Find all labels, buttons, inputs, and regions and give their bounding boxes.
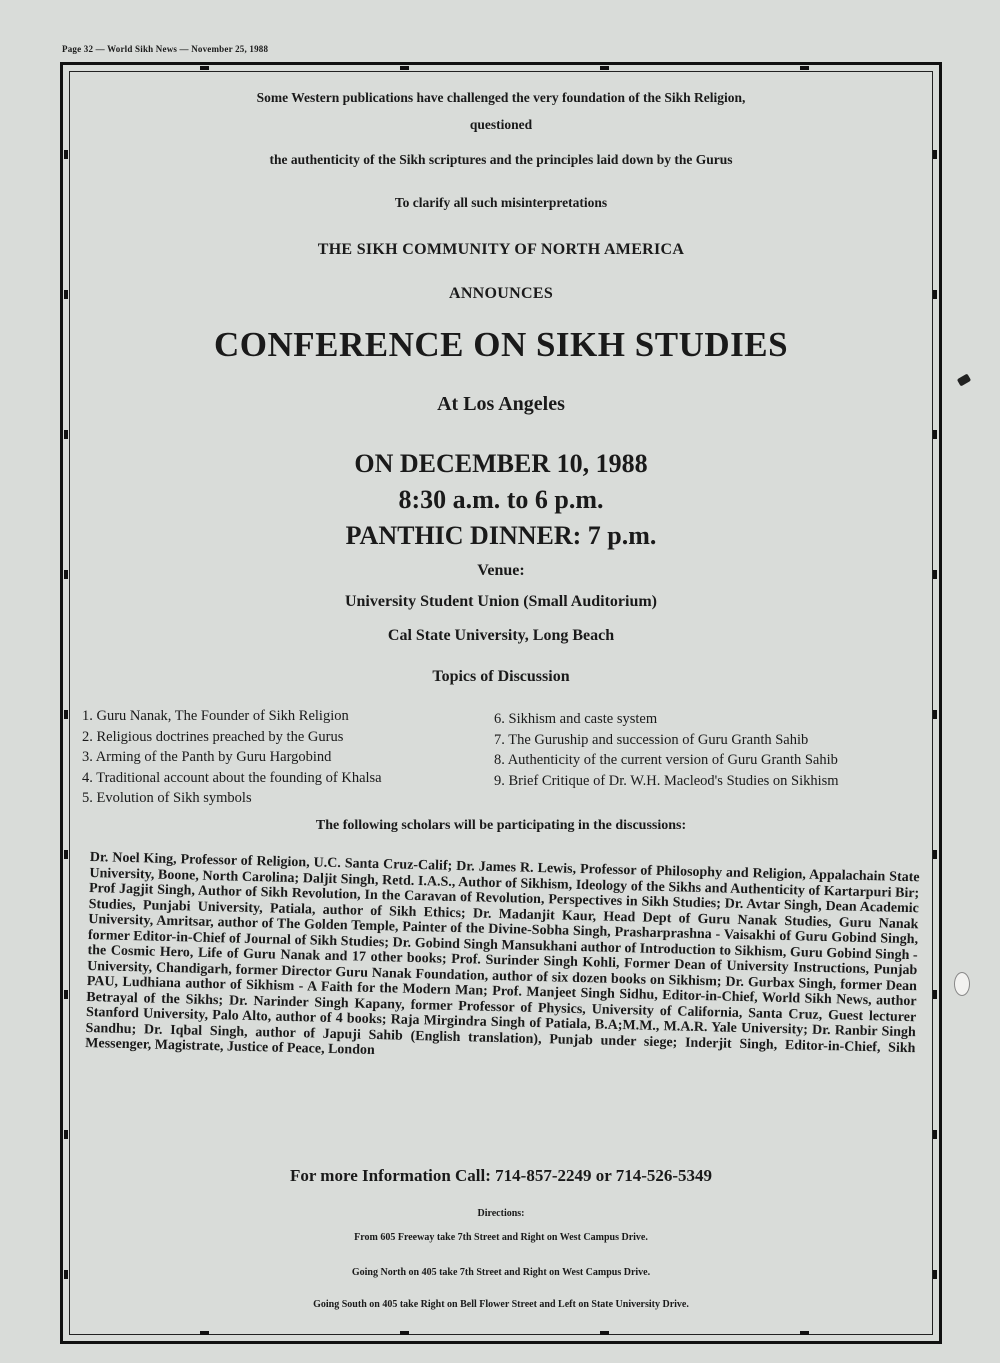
directions-line-2: Going North on 405 take 7th Street and Right on West Campus Drive. xyxy=(351,1267,651,1278)
directions-heading: Directions: xyxy=(477,1208,525,1219)
topic-item: 4. Traditional account about the founding of Khalsa xyxy=(82,769,382,786)
venue-line-1: University Student Union (Small Auditorium) xyxy=(344,593,658,610)
venue-line-2: Cal State University, Long Beach xyxy=(387,627,615,644)
topic-item: 8. Authenticity of the current version of Guru Granth Sahib xyxy=(494,752,838,768)
topics-heading: Topics of Discussion xyxy=(432,668,570,685)
topic-item: 3. Arming of the Panth by Guru Hargobind xyxy=(82,749,332,765)
paper-edge-mark xyxy=(957,374,971,387)
time-line: 8:30 a.m. to 6 p.m. xyxy=(398,485,604,514)
topic-item: 9. Brief Critique of Dr. W.H. Macleod's Studies on Sikhism xyxy=(494,772,839,789)
topic-item: 1. Guru Nanak, The Founder of Sikh Religion xyxy=(82,708,349,724)
organization-name: THE SIKH COMMUNITY OF NORTH AMERICA xyxy=(317,241,685,258)
directions-line-3: Going South on 405 take Right on Bell Flower Street and Left on State University Drive. xyxy=(313,1299,689,1310)
conference-title: CONFERENCE ON SIKH STUDIES xyxy=(213,325,789,364)
binder-hole xyxy=(954,972,970,996)
page-header: Page 32 — World Sikh News — November 25, 1988 xyxy=(62,44,269,54)
intro-line-4: To clarify all such misinterpretations xyxy=(394,195,608,210)
intro-line-3: the authenticity of the Sikh scriptures and the principles laid down by the Gurus xyxy=(269,152,733,167)
scholars-heading: The following scholars will be participating in the discussions: xyxy=(315,818,687,833)
intro-line-2: questioned xyxy=(469,117,533,132)
dinner-line: PANTHIC DINNER: 7 p.m. xyxy=(345,521,657,550)
venue-label: Venue: xyxy=(477,562,525,579)
topic-item: 5. Evolution of Sikh symbols xyxy=(82,790,252,806)
topics-right-list xyxy=(494,709,839,791)
contact-phone-line: For more Information Call: 714-857-2249 or 714-526-5349 xyxy=(289,1166,713,1185)
location-line: At Los Angeles xyxy=(437,393,565,415)
topics-left-list xyxy=(82,706,382,809)
topic-item: 7. The Guruship and succession of Guru Granth Sahib xyxy=(494,731,809,748)
directions-line-1: From 605 Freeway take 7th Street and Right on West Campus Drive. xyxy=(354,1232,648,1243)
announces-label: ANNOUNCES xyxy=(448,285,554,302)
scholars-list: Dr. Noel King, Professor of Religion, U.C. Santa Cruz-Calif; Dr. James R. Lewis, Professor of Philosophy and Religion, Appalachain State University, Boone, North Carolina; Daljit Singh, Retd. I.A.S., Author of Sikhism, Ideology of the Sikhs and Authenticity of Kartarpuri Bir; Prof Jagjit Singh, Author of Sikh Revolution, In the Caravan of Revolution, Perspectives in Sikh Studies; Dr. Avtar Singh, Dean Academic Studies, Punjabi University, Patiala, author of Sikh Ethics; Dr. Madanjit Kaur, Head Dept of Guru Nanak Studies, Guru Nanak University, Amritsar, author of The Golden Temple, Painter of the Divine-Sobha Singh, Prasharprashna - Vaisakhi of Guru Gobind Singh, former Editor-in-Chief of Journal of Sikh Studies; Dr. Gobind Singh Mansukhani author of Introduction to Sikhism, Guru Gobind Singh - the Cosmic Hero, Life of Guru Nanak and 17 other books; Prof. Surinder Singh Kohli, Former Dean of University Instructions, Punjab University, Chandigarh, former Director Guru Nanak Foundation, author of six dozen books on Sikhism; Dr. Gurbax Singh, former Dean PAU, Ludhiana author of Sikhism - A Faith for the Modern Man; Prof. Manjeet Singh Sidhu, Editor-in-Chief, World Sikh News, author Betrayal of the Sikhs; Dr. Narinder Singh Kapany, former Professor of Physics, University of California, Santa Cruz, Guest lecturer Stanford University, Palo Alto, author of 4 books; Raja Mirgindra Singh of Patiala, B.A;M.M., M.A.R. Yale University; Dr. Ranbir Singh Sandhu; Dr. Iqbal Singh, author of Japuji Sahib (English translation), Punjab under siege; Inderjit Singh, Editor-in-Chief, Sikh Messenger, Magistrate, Justice of Peace, London xyxy=(85,850,920,1059)
intro-line-1: Some Western publications have challenged the very foundation of the Sikh Religion, xyxy=(256,90,746,105)
date-line: ON DECEMBER 10, 1988 xyxy=(354,449,648,478)
topic-item: 2. Religious doctrines preached by the Gurus xyxy=(82,728,344,745)
topic-item: 6. Sikhism and caste system xyxy=(494,711,658,727)
